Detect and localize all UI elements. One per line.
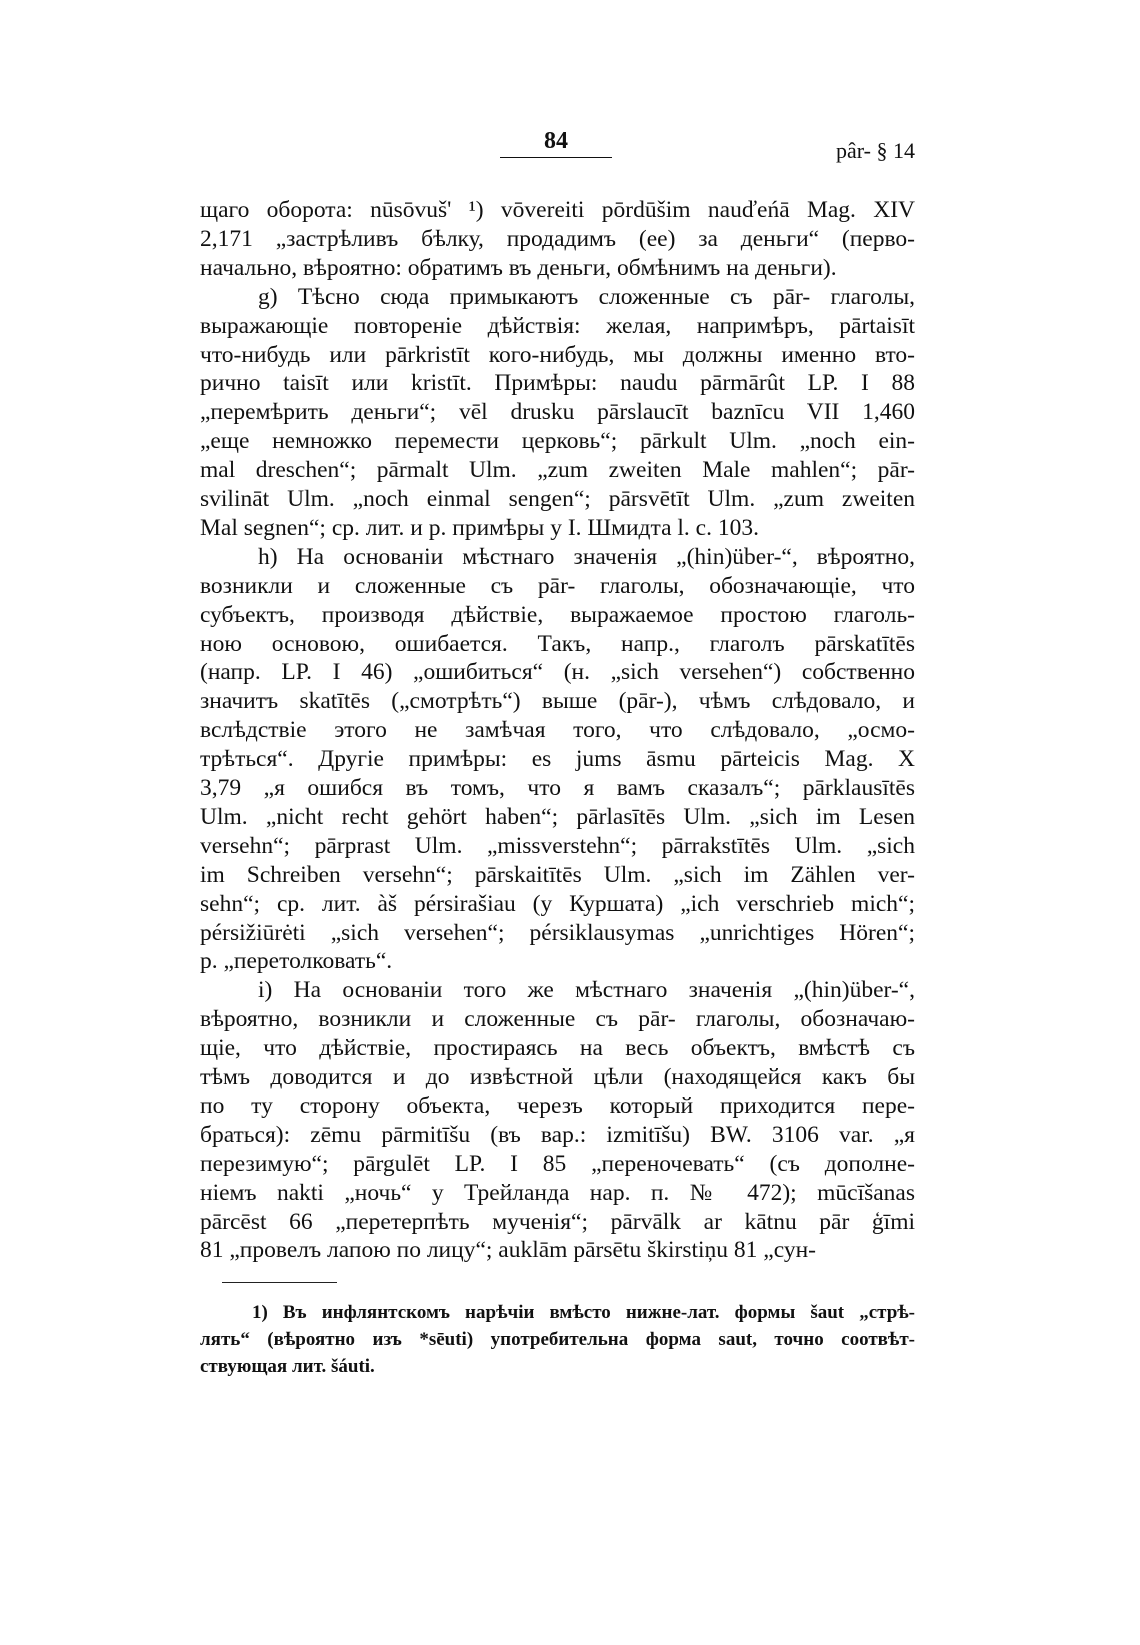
text-line: versehn“; pārprast Ulm. „missverstehn“; pārrakstītēs Ulm. „sich — [200, 832, 915, 859]
text-line: щаго оборота: nūsōvuš' ¹) vōvereiti pōrdūšim nauďeńā Mag. XIV — [200, 197, 915, 223]
text-line: возникли и сложенные съ pār- глаголы, обозначающіе, что — [200, 572, 915, 599]
text-line: щіе, что дѣйствіе, простираясь на весь объектъ, вмѣстѣ съ — [200, 1035, 915, 1062]
text-line: тѣмъ доводится и до извѣстной цѣли (находящейся какъ бы — [200, 1064, 915, 1090]
text-line: ніемъ nakti „ночь“ у Трейланда нар. п. № 472); mūcīšanas — [200, 1179, 915, 1206]
text-line: рично taisīt или kristīt. Примѣры: naudu pārmārût LP. I 88 — [200, 370, 915, 397]
text-line: „еще немножко перемести церковь“; pārkult Ulm. „noch ein- — [200, 428, 915, 455]
text-line: начально, вѣроятно: обратимъ въ деньги, обмѣнимъ на деньги). — [200, 254, 837, 281]
text-line: im Schreiben versehn“; pārskaitītēs Ulm. „sich im Zählen ver- — [200, 861, 915, 888]
text-line: перезимую“; pārgulēt LP. I 85 „переночевать“ (съ дополне- — [200, 1150, 915, 1177]
text-line: вслѣдствіе этого не замѣчая того, что слѣдовало, „осмо- — [200, 717, 915, 744]
text-line: субъектъ, производя дѣйствіе, выражаемое простою глаголь- — [200, 601, 915, 628]
text-line: g) Тѣсно сюда примыкаютъ сложенные съ pār- глаголы, — [258, 283, 915, 310]
text-line: что-нибудь или pārkristīt кого-нибудь, мы должны именно вто- — [200, 341, 915, 368]
text-line: i) На основаніи того же мѣстнаго значенія „(hin)über-“, — [258, 977, 915, 1004]
text-line: mal dreschen“; pārmalt Ulm. „zum zweiten Male mahlen“; pār- — [200, 457, 915, 484]
text-line: „перемѣрить деньги“; vēl drusku pārslaucīt baznīcu VII 1,460 — [200, 399, 915, 426]
footnote-rule — [222, 1282, 337, 1283]
text-line: 3,79 „я ошибся въ томъ, что я вамъ сказалъ“; pārklausītēs — [200, 775, 915, 801]
text-line: Ulm. „nicht recht gehört haben“; pārlasītēs Ulm. „sich im Lesen — [200, 803, 915, 830]
text-line: pérsižiūrėti „sich versehen“; pérsiklausymas „unrichtiges Hören“; — [200, 919, 915, 946]
text-line: sehn“; ср. лит. àš pérsirašiau (у Куршата) „ich verschrieb mich“; — [200, 890, 915, 917]
text-line: выражающіе повтореніе дѣйствія: желая, напримѣръ, pārtaisīt — [200, 312, 915, 339]
text-line: браться): zēmu pārmitīšu (въ вар.: izmitīšu) BW. 3106 var. „я — [200, 1121, 915, 1148]
page-number: 84 — [500, 128, 612, 158]
text-line: pārcēst 66 „перетерпѣть мученія“; pārvālk ar kātnu pār ģīmi — [200, 1208, 915, 1235]
running-head: pâr- § 14 — [836, 138, 915, 163]
footnote-line: лять“ (вѣроятно изъ *sēuti) употребительна форма saut, точно соотвѣт- — [200, 1329, 915, 1350]
text-line: вѣроятно, возникли и сложенные съ pār- глаголы, обозначаю- — [200, 1006, 915, 1033]
footnote-line: 1) Въ инфлянтскомъ нарѣчіи вмѣсто нижне-лат. формы šaut „стрѣ- — [252, 1302, 915, 1323]
text-line: svilināt Ulm. „noch einmal sengen“; pārsvētīt Ulm. „zum zweiten — [200, 486, 915, 512]
text-line: 81 „провелъ лапою по лицу“; auklām pārsētu škirstiņu 81 „сун- — [200, 1237, 816, 1264]
text-line: (напр. LP. I 46) „ошибиться“ (н. „sich versehen“) собственно — [200, 659, 915, 686]
text-line: трѣться“. Другіе примѣры: es jums āsmu pārteicis Mag. X — [200, 746, 915, 773]
text-line: по ту сторону объекта, черезъ который приходится пере- — [200, 1092, 915, 1119]
text-line: ною основою, ошибается. Такъ, напр., глаголъ pārskatītēs — [200, 630, 915, 657]
footnote-line: ствующая лит. šáuti. — [200, 1356, 375, 1377]
text-line: Mal segnen“; ср. лит. и р. примѣры у I. Шмидта l. c. 103. — [200, 514, 759, 541]
text-line: значитъ skatītēs („смотрѣть“) выше (pār-), чѣмъ слѣдовало, и — [200, 688, 915, 715]
text-line: р. „перетолковать“. — [200, 948, 393, 975]
text-line: h) На основаніи мѣстнаго значенія „(hin)über-“, вѣроятно, — [258, 543, 915, 570]
text-line: 2,171 „застрѣливъ бѣлку, продадимъ (ее) за деньги“ (перво- — [200, 225, 915, 252]
